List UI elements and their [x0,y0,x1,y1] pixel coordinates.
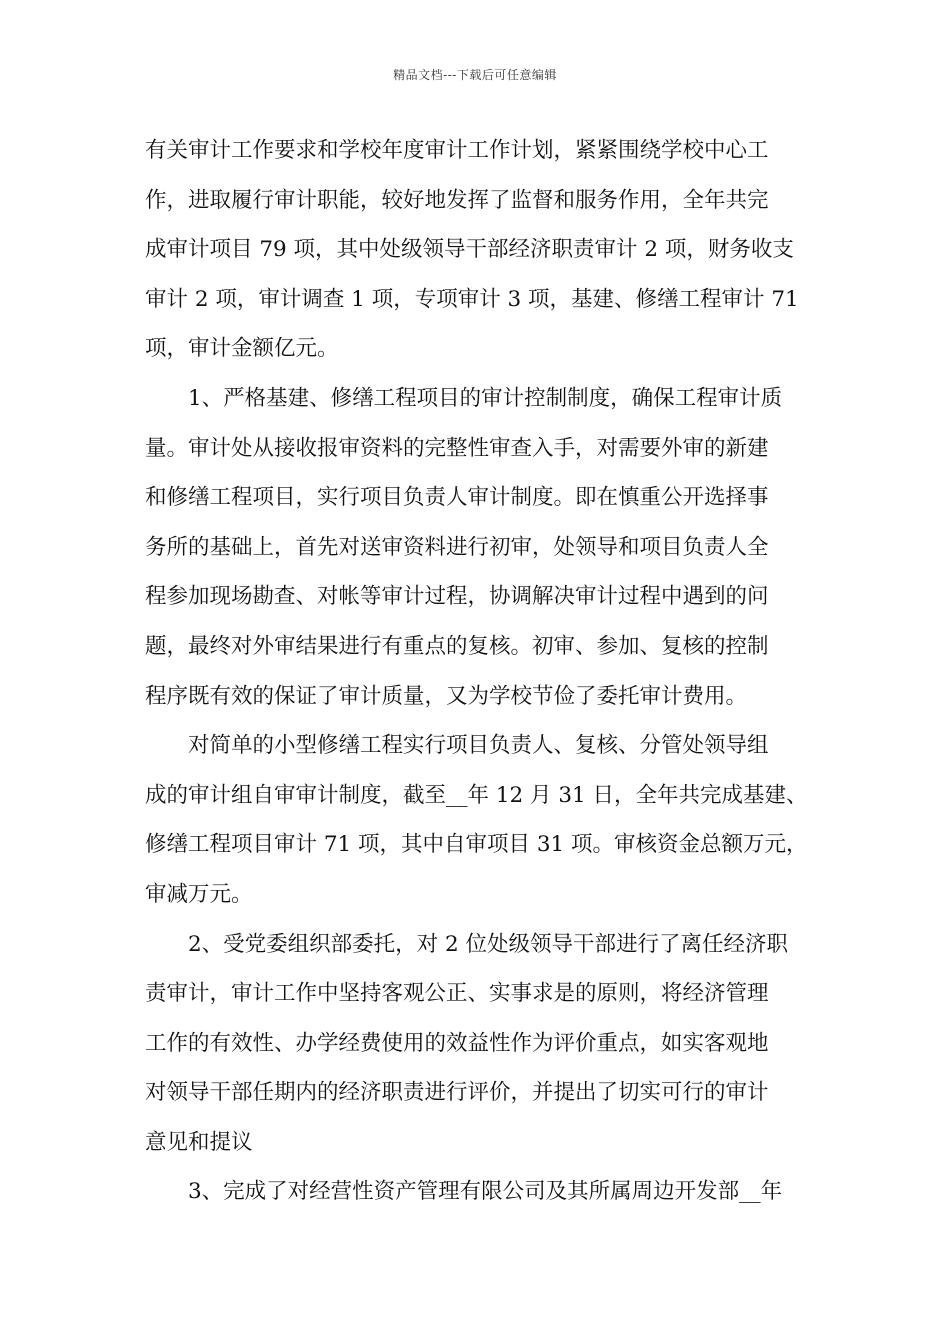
text-line: 程序既有效的保证了审计质量，又为学校节俭了委托审计费用。 [145,683,748,709]
text-line: 量。审计处从接收报审资料的完整性审查入手，对需要外审的新建 [145,435,769,461]
text-line: 修缮工程项目审计 71 项，其中自审项目 31 项。审核资金总额万元， [145,832,808,858]
text-line: 责审计，审计工作中坚持客观公正、实事求是的原则，将经济管理 [145,981,769,1007]
text-line: 成审计项目 79 项，其中处级领导干部经济职责审计 2 项，财务收支 [145,237,794,263]
text-line: 1、严格基建、修缮工程项目的审计控制制度，确保工程审计质 [145,385,783,411]
text-line: 工作的有效性、办学经费使用的效益性作为评价重点，如实客观地 [145,1030,769,1056]
text-line: 有关审计工作要求和学校年度审计工作计划，紧紧围绕学校中心工 [145,138,769,163]
text-line: 成的审计组自审审计制度，截至__年 12 月 31 日，全年共完成基建、 [145,782,808,808]
text-line: 审计 2 项，审计调查 1 项，专项审计 3 项，基建、修缮工程审计 71 [145,286,799,312]
text-line: 审减万元。 [145,881,253,907]
text-line: 意见和提议 [145,1129,253,1155]
text-line: 和修缮工程项目，实行项目负责人审计制度。即在慎重公开选择事 [145,485,769,511]
text-line: 务所的基础上，首先对送审资料进行初审，处领导和项目负责人全 [145,534,769,560]
text-line: 2、受党委组织部委托，对 2 位处级领导干部进行了离任经济职 [145,931,789,957]
text-line: 作，进取履行审计职能，较好地发挥了监督和服务作用，全年共完 [145,187,769,213]
text-line: 3、完成了对经营性资产管理有限公司及其所属周边开发部__年 [145,1179,783,1205]
text-line: 对领导干部任期内的经济职责进行评价，并提出了切实可行的审计 [145,1080,769,1106]
text-line: 程参加现场勘查、对帐等审计过程，协调解决审计过程中遇到的问 [145,584,769,610]
document-body [145,126,810,1217]
text-line: 对简单的小型修缮工程实行项目负责人、复核、分管处领导组 [145,733,769,759]
page-header: 精品文档---下载后可任意编辑 [393,68,557,82]
text-line: 题，最终对外审结果进行有重点的复核。初审、参加、复核的控制 [145,633,769,659]
text-line: 项，审计金额亿元。 [145,336,339,362]
